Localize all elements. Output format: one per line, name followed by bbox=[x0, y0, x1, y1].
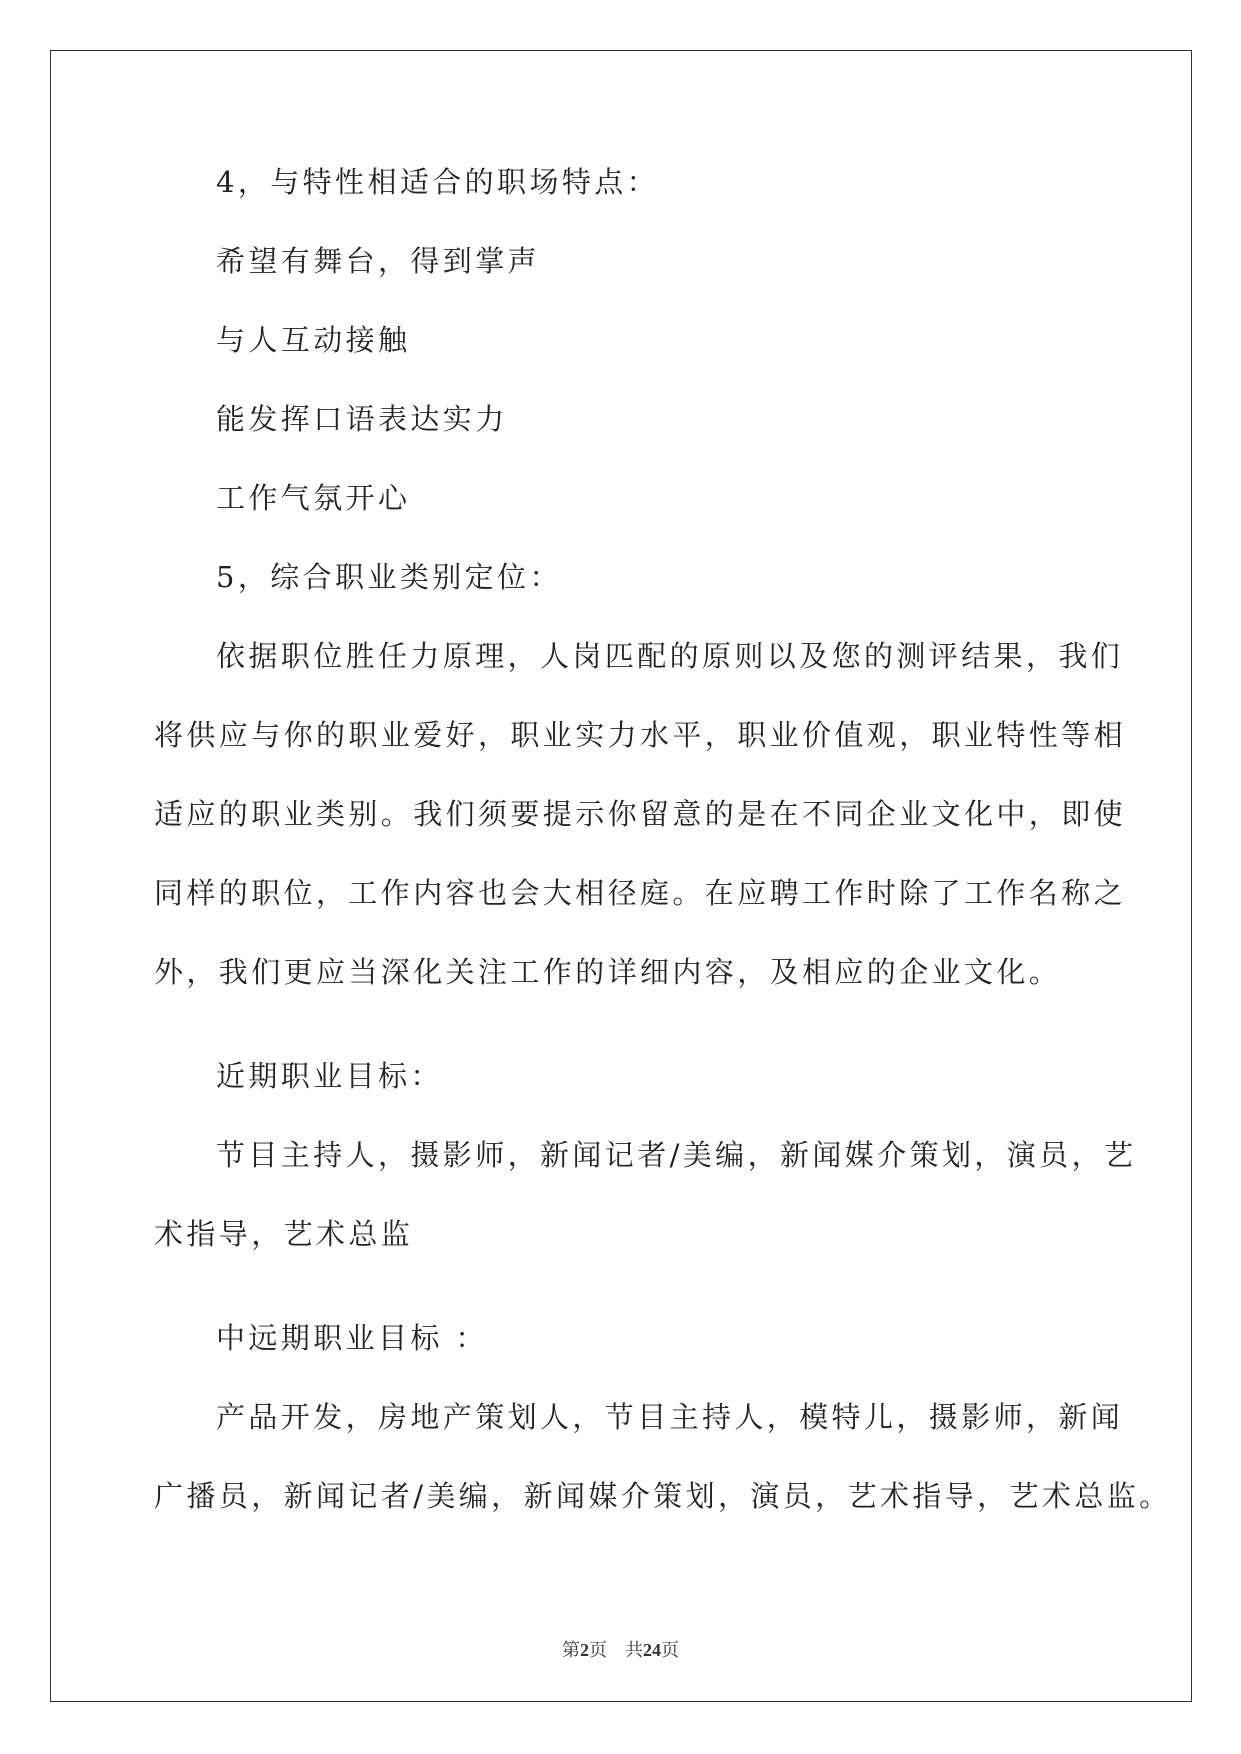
paragraph-line: 外，我们更应当深化关注工作的详细内容，及相应的企业文化。 bbox=[154, 955, 1062, 989]
paragraph-line: 将供应与你的职业爱好，职业实力水平，职业价值观，职业特性等相 bbox=[154, 718, 1127, 752]
heading-4: 4，与特性相适合的职场特点： bbox=[216, 165, 660, 199]
paragraph-line: 同样的职位，工作内容也会大相径庭。在应聘工作时除了工作名称之 bbox=[154, 876, 1127, 910]
paragraph-line: 广播员，新闻记者/美编，新闻媒介策划，演员，艺术指导，艺术总监。 bbox=[154, 1479, 1172, 1513]
paragraph-long-term-goals bbox=[154, 1378, 1172, 1536]
heading-short-term-goal: 近期职业目标： bbox=[216, 1059, 443, 1093]
document-body bbox=[154, 165, 1172, 1586]
footer-suffix: 页 bbox=[661, 1640, 679, 1660]
paragraph-line: 节目主持人，摄影师，新闻记者/美编，新闻媒介策划，演员，艺 bbox=[216, 1138, 1137, 1172]
footer-prefix: 第 bbox=[562, 1640, 580, 1660]
list-item: 与人互动接触 bbox=[216, 323, 411, 357]
footer-middle: 页 共 bbox=[589, 1640, 643, 1660]
paragraph-short-term-goals bbox=[154, 1116, 1137, 1274]
total-page-count: 24 bbox=[643, 1640, 661, 1660]
list-item: 能发挥口语表达实力 bbox=[216, 402, 508, 436]
paragraph-line: 术指导，艺术总监 bbox=[154, 1217, 414, 1251]
page-footer bbox=[0, 1636, 1241, 1662]
list-item: 希望有舞台，得到掌声 bbox=[216, 244, 541, 278]
list-item: 工作气氛开心 bbox=[216, 481, 411, 515]
paragraph-line: 适应的职业类别。我们须要提示你留意的是在不同企业文化中，即使 bbox=[154, 797, 1127, 831]
heading-long-term-goal: 中远期职业目标 ： bbox=[216, 1321, 488, 1355]
current-page-number: 2 bbox=[580, 1640, 589, 1660]
heading-5: 5，综合职业类别定位： bbox=[216, 560, 562, 594]
paragraph-line: 产品开发，房地产策划人，节目主持人，模特儿，摄影师，新闻 bbox=[216, 1400, 1124, 1434]
paragraph-line: 依据职位胜任力原理，人岗匹配的原则以及您的测评结果，我们 bbox=[216, 639, 1124, 673]
paragraph-career-positioning bbox=[154, 617, 1127, 1012]
